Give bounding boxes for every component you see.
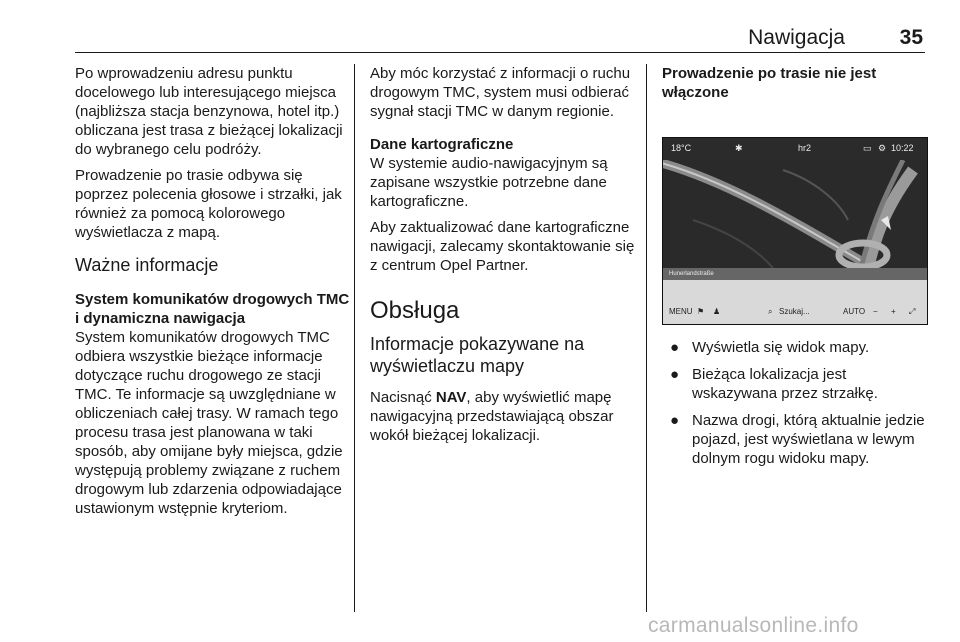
column-middle xyxy=(370,64,638,452)
bullet-list-container xyxy=(662,338,928,476)
paragraph: W systemie audio-nawigacyjnym są zapisane wszystkie potrzebne dane kartograficzne. xyxy=(370,155,608,210)
column-left xyxy=(75,64,350,525)
screen-bottom-bar xyxy=(663,280,927,324)
message-icon: ▭ xyxy=(863,143,872,153)
search-button[interactable]: Szukaj... xyxy=(779,307,810,316)
temperature-label: 18°C xyxy=(671,143,692,153)
page-number: 35 xyxy=(899,26,923,49)
section-heading: Informacje pokazywane na wyświetlaczu mapy xyxy=(370,334,585,376)
paragraph: System komunikatów drogowych TMC odbiera wszystkie bieżące informacje dotyczące ruchu drogowego ze stacji TMC. Te informacje są uwzględniane w obliczeniach całej trasy. W ramach tego procesu trasa jest planowana w taki sposób, aby omijane były miejsca, gdzie występują problemy związane z ruchem drogowym lub zdarzenia odpowiadające ustawionym wstępnie kryteriom. xyxy=(75,329,343,517)
column-divider xyxy=(354,64,355,612)
menu-button[interactable]: MENU xyxy=(669,307,693,316)
column-right xyxy=(662,64,928,102)
station-label: hr2 xyxy=(798,143,812,153)
list-item: ● Bieżąca lokalizacja jest wskazywana przez strzałkę. xyxy=(670,366,878,402)
flag-icon[interactable]: ⚑ xyxy=(697,307,705,316)
screen-status-bar xyxy=(663,138,927,160)
clock-label: 10:22 xyxy=(891,143,914,153)
watermark: carmanualsonline.info xyxy=(648,614,859,637)
subsection-heading: Dane kartograficzne xyxy=(370,136,514,153)
subsection-heading: Prowadzenie po trasie nie jest włączone xyxy=(662,65,877,101)
search-icon[interactable]: ⌕ xyxy=(768,307,773,316)
nav-key-label: NAV xyxy=(435,389,467,406)
section-title: Nawigacja xyxy=(748,26,845,49)
paragraph: Aby zaktualizować dane kartograficzne nawigacji, zalecamy skontaktowanie się z centrum Opel Partner. xyxy=(370,219,635,274)
subsection-heading: System komunikatów drogowych TMC i dynamiczna nawigacja xyxy=(75,291,350,327)
auto-button[interactable]: AUTO xyxy=(843,307,866,316)
gear-icon: ⚙ xyxy=(878,143,887,153)
navigation-screen-image xyxy=(662,137,928,325)
zoom-out-icon[interactable]: − xyxy=(873,307,878,316)
bullet-list xyxy=(662,338,928,468)
pedestrian-icon[interactable]: ♟ xyxy=(713,307,721,316)
current-road-label: Hunerlandstraße xyxy=(663,268,927,280)
paragraph: Aby móc korzystać z informacji o ruchu drogowym TMC, system musi odbierać sygnał stacji TMC w danym regionie. xyxy=(370,65,631,120)
navigation-options-icon[interactable]: ⤢ xyxy=(909,307,916,316)
paragraph: Po wprowadzeniu adresu punktu docelowego lub interesującego miejsca (najbliższa stacja benzynowa, hotel itp.) obliczana jest trasa z bieżącej lokalizacji do wybranego celu podróży. xyxy=(75,65,343,158)
map-view xyxy=(663,160,927,268)
section-heading: Ważne informacje xyxy=(75,255,219,275)
paragraph: Nacisnąć NAV, aby wyświetlić mapę nawigacyjną przedstawiającą obszar wokół bieżącej lokalizacji. xyxy=(370,389,614,444)
zoom-in-icon[interactable]: + xyxy=(891,307,896,316)
column-divider xyxy=(646,64,647,612)
page-header xyxy=(75,26,925,53)
list-item: ● Nazwa drogi, którą aktualnie jedzie pojazd, jest wyświetlana w lewym dolnym rogu widoku mapy. xyxy=(670,412,925,467)
paragraph: Prowadzenie po trasie odbywa się poprzez polecenia głosowe i strzałki, jak również za pomocą kolorowego wyświetlacza z mapą. xyxy=(75,167,342,241)
settings-icon: ✱ xyxy=(735,143,743,153)
chapter-heading: Obsługa xyxy=(370,297,460,324)
list-item: ● Wyświetla się widok mapy. xyxy=(670,339,870,356)
